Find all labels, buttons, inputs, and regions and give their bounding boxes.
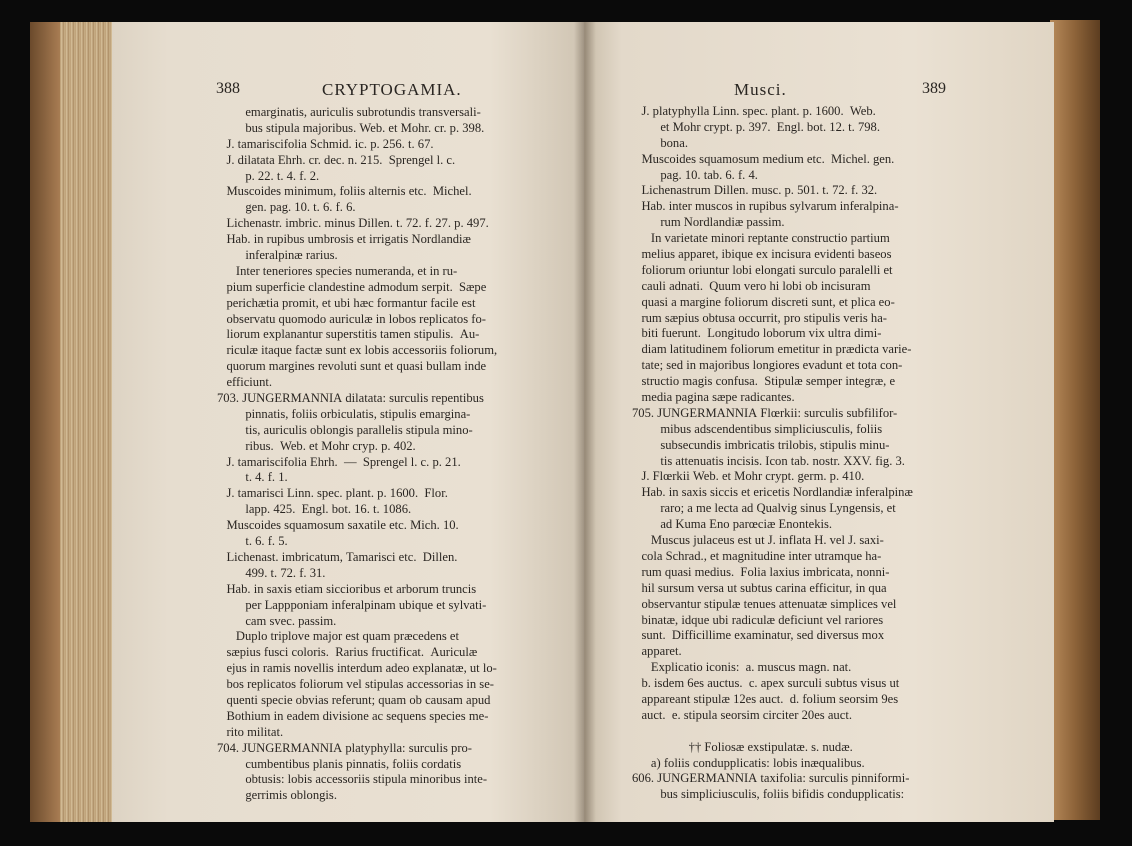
- text-line: In varietate minori reptante constructio partium: [632, 231, 890, 246]
- text-line: Hab. inter muscos in rupibus sylvarum inferalpina-: [632, 199, 899, 214]
- left-page-number: 388: [216, 80, 240, 97]
- text-line: J. platyphylla Linn. spec. plant. p. 1600. Web.: [632, 104, 876, 118]
- text-line: t. 4. f. 1.: [217, 470, 288, 485]
- text-line: binatæ, idque ubi radiculæ deficiunt vel rariores: [632, 612, 884, 627]
- text-line: Bothium in eadem divisione ac sequens species me-: [217, 708, 489, 723]
- text-line: riculæ itaque factæ sunt ex lobis accessoriis foliorum,: [217, 343, 498, 358]
- text-line: foliorum oriuntur lobi elongati surculo paralelli et: [632, 262, 893, 277]
- text-line: gerrimis oblongis.: [217, 788, 337, 803]
- text-line: media pagina sæpe radicantes.: [632, 390, 795, 405]
- text-line: 499. t. 72. f. 31.: [217, 565, 326, 580]
- text-line: tate; sed in majoribus longiores evadunt et tota con-: [632, 358, 903, 373]
- text-line: Muscoides minimum, foliis alternis etc. Michel.: [217, 184, 472, 199]
- text-line: cam svec. passim.: [217, 613, 337, 628]
- text-line: a) foliis condupplicatis: lobis inæqualibus.: [632, 755, 865, 770]
- text-line: bona.: [632, 135, 688, 150]
- text-line: liorum explanantur superstitis tamen stipulis. Au-: [217, 327, 480, 342]
- text-line: ribus. Web. et Mohr cryp. p. 402.: [217, 438, 416, 453]
- text-line: Muscoides squamosum saxatile etc. Mich. 10.: [217, 518, 459, 533]
- text-line: quenti specie obvias referunt; quam ob causam apud: [217, 692, 491, 707]
- text-line: 704. JUNGERMANNIA platyphylla: surculis pro-: [217, 740, 472, 755]
- text-line: Explicatio iconis: a. muscus magn. nat.: [632, 660, 852, 675]
- book-cover-right: [1050, 20, 1100, 820]
- right-page-text: [632, 104, 913, 803]
- text-line: apparet.: [632, 644, 682, 659]
- text-line: p. 22. t. 4. f. 2.: [217, 168, 320, 183]
- right-page-header: Musci.: [734, 80, 787, 99]
- text-line: auct. e. stipula seorsim circiter 20es auct.: [632, 707, 852, 722]
- left-page: [112, 22, 584, 822]
- text-line: efficiunt.: [217, 375, 273, 390]
- text-line: subsecundis imbricatis trilobis, stipulis minu-: [632, 437, 890, 452]
- text-line: 606. JUNGERMANNIA taxifolia: surculis pinniformi-: [632, 771, 910, 786]
- text-line: pag. 10. tab. 6. f. 4.: [632, 167, 758, 182]
- text-line: observantur stipulæ tenues attenuatæ simplices vel: [632, 596, 897, 611]
- text-line: per Lappponiam inferalpinam ubique et sylvati-: [217, 597, 487, 612]
- text-line: obtusis: lobis accessoriis stipula minoribus inte-: [217, 772, 488, 787]
- text-line: inferalpinæ rarius.: [217, 248, 338, 263]
- text-line: J. tamariscifolia Schmid. ic. p. 256. t. 67.: [217, 136, 434, 151]
- text-line: [632, 724, 913, 740]
- text-line: Lichenastr. imbric. minus Dillen. t. 72. f. 27. p. 497.: [217, 216, 489, 231]
- text-line: appareant stipulæ 12es auct. d. folium seorsim 9es: [632, 691, 899, 706]
- text-line: emarginatis, auriculis subrotundis transversali-: [217, 105, 481, 119]
- text-line: J. tamariscifolia Ehrh. — Sprengel l. c. p. 21.: [217, 454, 461, 469]
- text-line: hil sursum versa ut subtus carina efficitur, in qua: [632, 580, 887, 595]
- text-line: 703. JUNGERMANNIA dilatata: surculis repentibus: [217, 391, 484, 406]
- text-line: mibus adscendentibus simpliciusculis, foliis: [632, 421, 883, 436]
- page-edges-left: [60, 22, 120, 822]
- text-line: biti fuerunt. Longitudo loborum vix ultra dimi-: [632, 326, 882, 341]
- book-gutter: [574, 22, 596, 822]
- left-page-header: CRYPTOGAMIA.: [322, 80, 462, 99]
- text-line: J. tamarisci Linn. spec. plant. p. 1600. Flor.: [217, 486, 448, 501]
- text-line: bos replicatos foliorum vel stipulas accessorias in se-: [217, 677, 494, 692]
- text-line: ad Kuma Eno parœciæ Enontekis.: [632, 517, 833, 532]
- text-line: Hab. in rupibus umbrosis et irrigatis Nordlandiæ: [217, 232, 471, 247]
- text-line: 705. JUNGERMANNIA Flœrkii: surculis subfilifor-: [632, 405, 898, 420]
- text-line: structio magis confusa. Stipulæ semper integræ, e: [632, 374, 896, 389]
- text-line: Muscus julaceus est ut J. inflata H. vel J. saxi-: [632, 533, 884, 548]
- text-line: J. dilatata Ehrh. cr. dec. n. 215. Sprengel l. c.: [217, 152, 456, 167]
- text-line: b. isdem 6es auctus. c. apex surculi subtus visus ut: [632, 676, 900, 691]
- text-line: Hab. in saxis siccis et ericetis Nordlandiæ inferalpinæ: [632, 485, 913, 500]
- text-line: Muscoides squamosum medium etc. Michel. gen.: [632, 151, 895, 166]
- text-line: quorum margines revoluti sunt et quasi bullam inde: [217, 359, 487, 374]
- right-page: [584, 22, 1054, 822]
- text-line: rito militat.: [217, 724, 284, 739]
- text-line: quasi a margine foliorum discreti sunt, et plica eo-: [632, 294, 895, 309]
- text-line: ejus in ramis novellis interdum adeo explanatæ, ut lo-: [217, 661, 497, 676]
- text-line: melius apparet, ibique ex incisura evidenti baseos: [632, 247, 892, 262]
- text-line: sæpius fusci coloris. Rarius fructificat. Auriculæ: [217, 645, 478, 660]
- text-line: gen. pag. 10. t. 6. f. 6.: [217, 200, 356, 215]
- text-line: t. 6. f. 5.: [217, 534, 288, 549]
- text-line: Hab. in saxis etiam siccioribus et arborum truncis: [217, 581, 477, 596]
- text-line: Lichenast. imbricatum, Tamarisci etc. Dillen.: [217, 549, 458, 564]
- text-line: bus simpliciusculis, foliis bifidis condupplicatis:: [632, 787, 905, 802]
- text-line: tis attenuatis incisis. Icon tab. nostr. XXV. fig. 3.: [632, 453, 905, 468]
- text-line: rum Nordlandiæ passim.: [632, 215, 785, 230]
- text-line: bus stipula majoribus. Web. et Mohr. cr. p. 398.: [217, 120, 485, 135]
- text-line: cola Schrad., et magnitudine inter utramque ha-: [632, 548, 882, 563]
- text-line: raro; a me lecta ad Qualvig sinus Lyngensis, et: [632, 501, 896, 516]
- text-line: †† Foliosæ exstipulatæ. s. nudæ.: [632, 739, 853, 754]
- text-line: sunt. Difficillime examinatur, sed diversus mox: [632, 628, 885, 643]
- text-line: et Mohr crypt. p. 397. Engl. bot. 12. t. 798.: [632, 119, 881, 134]
- right-page-number: 389: [922, 80, 946, 97]
- text-line: J. Flœrkii Web. et Mohr crypt. germ. p. 410.: [632, 469, 865, 484]
- text-line: cumbentibus planis pinnatis, foliis cordatis: [217, 756, 462, 771]
- text-line: cauli adnati. Quum vero hi lobi ob incisuram: [632, 278, 871, 293]
- text-line: rum quasi medius. Folia laxius imbricata, nonni-: [632, 564, 890, 579]
- text-line: pium superficie clandestine admodum serpit. Sæpe: [217, 279, 487, 294]
- text-line: rum sæpius obtusa occurrit, pro stipulis veris ha-: [632, 310, 887, 325]
- text-line: diam latitudinem foliorum emetitur in prædicta varie-: [632, 342, 912, 357]
- text-line: tis, auriculis oblongis parallelis stipula mino-: [217, 422, 473, 437]
- text-line: Duplo triplove major est quam præcedens et: [217, 629, 460, 644]
- left-page-text: [217, 105, 497, 804]
- text-line: lapp. 425. Engl. bot. 16. t. 1086.: [217, 502, 412, 517]
- text-line: observatu quomodo auriculæ in lobos replicatos fo-: [217, 311, 486, 326]
- text-line: perichætia promit, et ubi hæc formantur facile est: [217, 295, 476, 310]
- text-line: Inter teneriores species numeranda, et in ru-: [217, 263, 458, 278]
- text-line: pinnatis, foliis orbiculatis, stipulis emargina-: [217, 406, 471, 421]
- text-line: Lichenastrum Dillen. musc. p. 501. t. 72. f. 32.: [632, 183, 878, 198]
